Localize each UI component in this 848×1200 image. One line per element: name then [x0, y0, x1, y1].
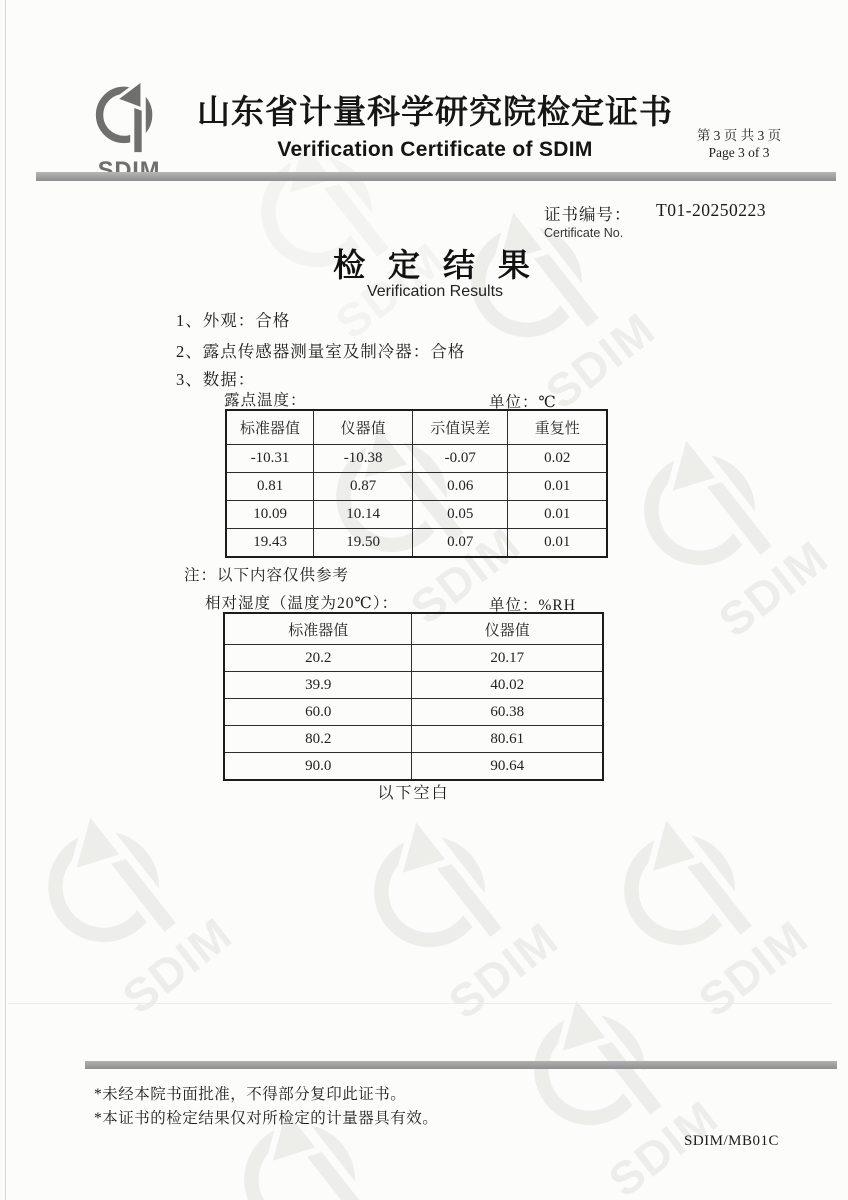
- page-indicator-en: Page 3 of 3: [708, 145, 770, 160]
- table-cell: 0.01: [508, 529, 607, 558]
- page-indicator-cn: 第 3 页 共 3 页: [696, 128, 782, 143]
- table-row: [224, 645, 603, 672]
- table-cell: 60.0: [224, 699, 412, 726]
- result-item-appearance: 1、外观：合格: [176, 311, 291, 330]
- scan-edge-line: [5, 0, 6, 1200]
- table-row: [226, 445, 607, 473]
- table-cell: 39.9: [224, 672, 412, 699]
- dew-point-caption: 露点温度：: [224, 392, 307, 409]
- column-header: 重复性: [508, 410, 607, 445]
- column-header: 标准器值: [226, 410, 314, 445]
- result-item-data: 3、数据：: [176, 370, 256, 389]
- humidity-unit: 单位：%RH: [489, 597, 576, 614]
- form-code: SDIM/MB01C: [684, 1133, 780, 1149]
- table-cell: 90.64: [412, 753, 603, 781]
- certificate-number: T01-20250223: [656, 200, 767, 220]
- institute-title-en: Verification Certificate of SDIM: [277, 138, 593, 161]
- footer-note: *本证书的检定结果仅对所检定的计量器具有效。: [94, 1110, 439, 1127]
- certificate-no-label-en: Certificate No.: [544, 226, 624, 240]
- table-cell: 80.2: [224, 726, 412, 753]
- table-cell: 90.0: [224, 753, 412, 781]
- table-cell: 10.09: [226, 501, 314, 529]
- table-row: [226, 529, 607, 558]
- humidity-caption: 相对湿度（温度为20℃）：: [205, 595, 399, 612]
- humidity-table: [223, 612, 604, 781]
- table-cell: 0.87: [314, 473, 413, 501]
- table-cell: 0.05: [413, 501, 508, 529]
- table-cell: 40.02: [412, 672, 603, 699]
- footer-note: *未经本院书面批准，不得部分复印此证书。: [94, 1086, 407, 1103]
- result-item-sensor: 2、露点传感器测量室及制冷器：合格: [176, 342, 466, 361]
- table-header-row: [224, 613, 603, 645]
- sdim-watermark: [321, 770, 585, 1042]
- table-cell: 0.06: [413, 473, 508, 501]
- sdim-logo: [88, 74, 170, 182]
- table-cell: 10.14: [314, 501, 413, 529]
- page-indicator: [682, 127, 796, 161]
- reference-note: 注：以下内容仅供参考: [184, 567, 350, 584]
- scan-artifact-line: [8, 1003, 832, 1004]
- table-cell: 60.38: [412, 699, 603, 726]
- table-cell: 0.01: [508, 473, 607, 501]
- table-row: [224, 726, 603, 753]
- footer-rule-bar: [85, 1061, 837, 1069]
- section-title-cn: 检 定 结 果: [333, 247, 537, 283]
- table-row: [224, 699, 603, 726]
- table-cell: 20.2: [224, 645, 412, 672]
- header-rule-bar: [36, 172, 836, 181]
- table-cell: -10.38: [314, 445, 413, 473]
- table-cell: -10.31: [226, 445, 314, 473]
- table-cell: 0.02: [508, 445, 607, 473]
- column-header: 示值误差: [413, 410, 508, 445]
- sdim-watermark: [191, 1058, 455, 1200]
- dew-point-table: [225, 409, 608, 558]
- sdim-watermark: [0, 765, 259, 1037]
- table-cell: -0.07: [413, 445, 508, 473]
- column-header: 仪器值: [412, 613, 603, 645]
- table-cell: 0.81: [226, 473, 314, 501]
- column-header: 仪器值: [314, 410, 413, 445]
- dew-point-unit: 单位：℃: [489, 394, 557, 411]
- table-header-row: [226, 410, 607, 445]
- certificate-no-label-cn: 证书编号：: [544, 205, 632, 224]
- table-cell: 0.07: [413, 529, 508, 558]
- sdim-watermark: [481, 948, 745, 1200]
- table-cell: 19.43: [226, 529, 314, 558]
- table-row: [224, 672, 603, 699]
- table-row: [226, 473, 607, 501]
- column-header: 标准器值: [224, 613, 412, 645]
- blank-below-label: 以下空白: [377, 785, 450, 802]
- section-title-en: Verification Results: [366, 283, 504, 300]
- table-cell: 0.01: [508, 501, 607, 529]
- institute-title-cn: 山东省计量科学研究院检定证书: [197, 95, 673, 131]
- table-row: [226, 501, 607, 529]
- table-row: [224, 753, 603, 781]
- table-cell: 80.61: [412, 726, 603, 753]
- table-cell: 19.50: [314, 529, 413, 558]
- table-cell: 20.17: [412, 645, 603, 672]
- sdim-watermark: [571, 768, 835, 1040]
- sdim-watermark: [591, 388, 848, 660]
